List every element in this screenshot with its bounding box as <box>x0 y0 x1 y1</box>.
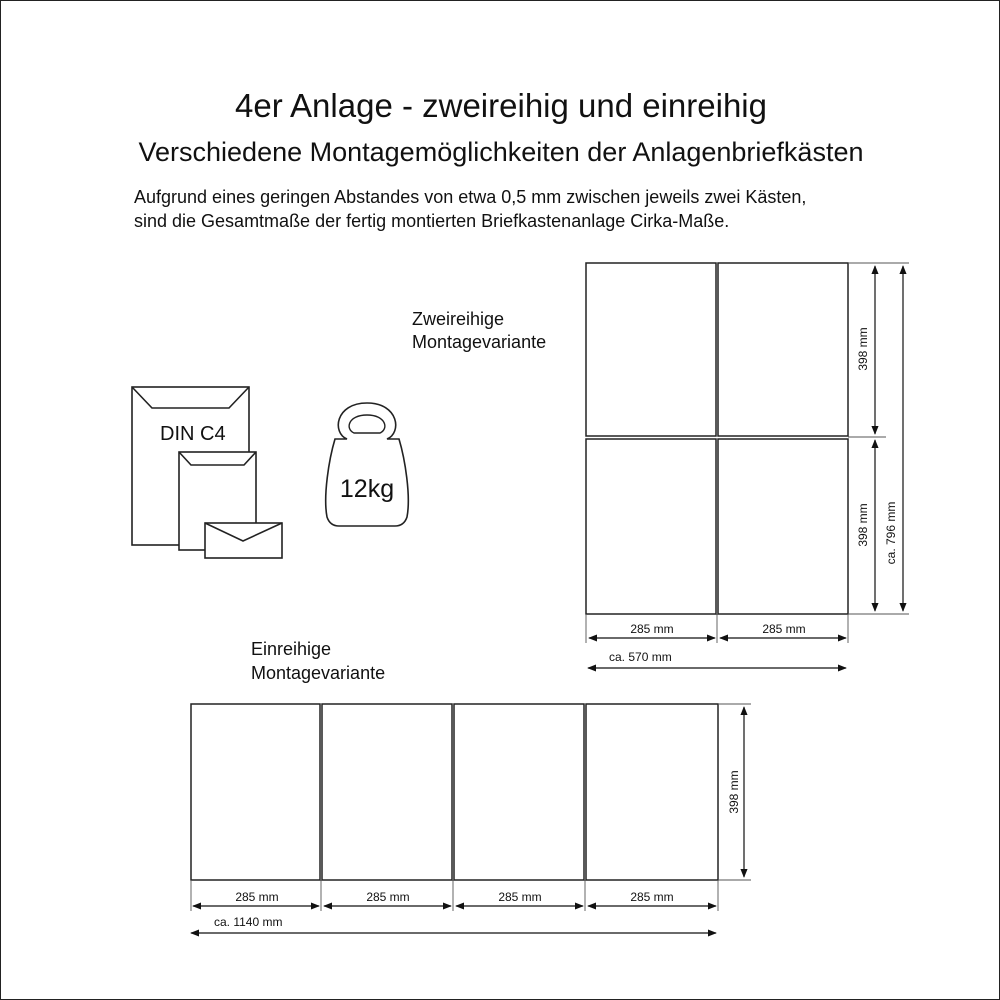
one-row-width-label-2: 285 mm <box>366 890 410 904</box>
one-row-height-label: 398 mm <box>727 770 741 814</box>
mailbox-two-row-1 <box>586 263 716 436</box>
two-row-label-line-2: Montagevariante <box>412 332 547 352</box>
one-row-total-width-label: ca. 1140 mm <box>214 915 283 929</box>
mailbox-two-row-3 <box>586 439 716 614</box>
diagram-drawing <box>1 1 999 999</box>
mailbox-one-row-4 <box>586 704 718 880</box>
two-row-total-height-label: ca. 796 mm <box>884 501 898 565</box>
one-row-width-label-1: 285 mm <box>235 890 279 904</box>
one-row-label-line-2: Montagevariante <box>251 663 386 683</box>
mailbox-one-row-2 <box>322 704 452 880</box>
note-line-1: Aufgrund eines geringen Abstandes von etwa 0,5 mm zwischen jeweils zwei Kästen, <box>134 187 807 207</box>
mailbox-two-row-4 <box>718 439 848 614</box>
two-row-width-label-1: 285 mm <box>630 622 674 636</box>
envelope-label: DIN C4 <box>160 423 226 445</box>
note-line-2: sind die Gesamtmaße der fertig montierten Briefkastenanlage Cirka-Maße. <box>134 211 730 231</box>
page-subtitle: Verschiedene Montagemöglichkeiten der Anlagenbriefkästen <box>138 137 864 167</box>
two-row-height-label-1: 398 mm <box>856 327 870 371</box>
one-row-width-label-4: 285 mm <box>630 890 674 904</box>
mailbox-one-row-1 <box>191 704 320 880</box>
two-row-label-line-1: Zweireihige <box>412 309 505 329</box>
mailbox-one-row-3 <box>454 704 584 880</box>
one-row-width-label-3: 285 mm <box>498 890 542 904</box>
weight-label: 12kg <box>339 475 395 503</box>
page-title: 4er Anlage - zweireihig und einreihig <box>235 87 767 124</box>
one-row-label-line-1: Einreihige <box>251 639 332 659</box>
mailbox-two-row-2 <box>718 263 848 436</box>
weight-icon <box>326 403 409 526</box>
two-row-total-width-label: ca. 570 mm <box>609 650 672 664</box>
envelopes-icon <box>132 387 282 558</box>
two-row-width-label-2: 285 mm <box>762 622 806 636</box>
two-row-height-label-2: 398 mm <box>856 503 870 547</box>
